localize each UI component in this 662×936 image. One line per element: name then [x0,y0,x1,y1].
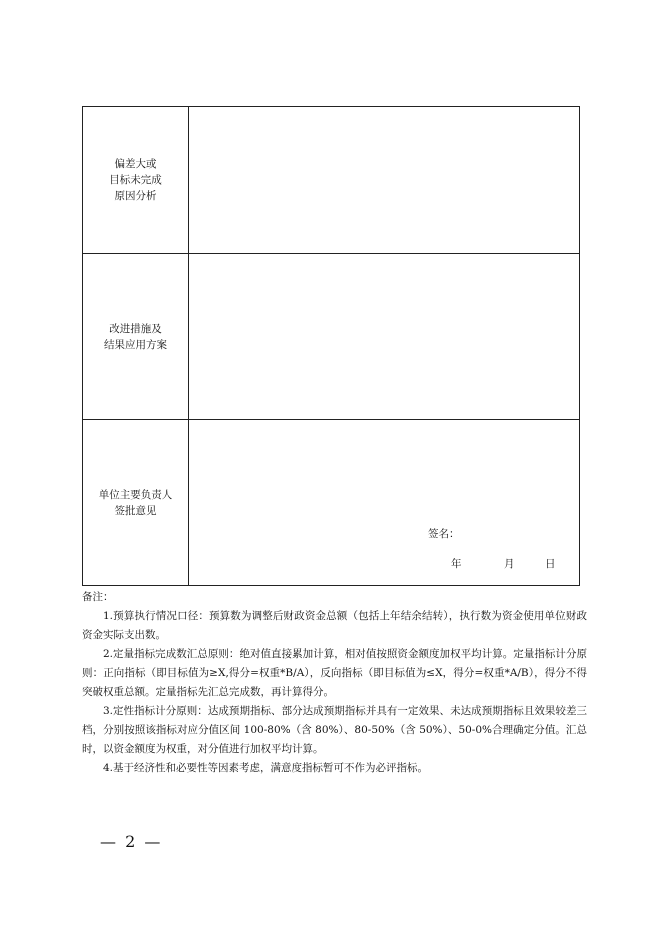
page-number: — 2 — [100,832,163,851]
evaluation-form-table [82,106,580,586]
deviation-analysis-content-cell[interactable] [189,107,580,254]
note-item: 1.预算执行情况口径：预算数为调整后财政资金总额（包括上年结余结转），执行数为资金使用单位财政资金实际支出数。 [82,610,587,641]
row-label-approval-opinion [83,420,189,586]
table-row [83,107,580,254]
table-row [83,420,580,586]
improvement-plan-content-cell[interactable] [189,254,580,420]
label-line: 偏差大或 [114,158,157,170]
signature-label: 签名： [428,528,460,540]
table-row [83,254,580,420]
notes-title: 备注： [82,591,114,603]
label-line: 改进措施及 [109,322,162,335]
date-month-label: 月 [504,558,515,570]
row-label-improvement-plan [83,254,189,420]
notes-section [82,588,587,778]
label-line: 单位主要负责人 [98,488,173,501]
label-line: 目标未完成 [109,174,162,186]
label-line: 原因分析 [114,190,157,202]
label-line: 结果应用方案 [104,338,167,351]
date-day-label: 日 [545,558,556,570]
row-label-deviation-analysis [83,107,189,254]
date-year-label: 年 [451,558,462,570]
note-item: 4.基于经济性和必要性等因素考虑，满意度指标暂可不作为必评指标。 [103,762,429,774]
approval-opinion-content-cell[interactable] [189,420,580,586]
note-item: 2.定量指标完成数汇总原则：绝对值直接累加计算，相对值按照资金额度加权平均计算。定量指标计分原则：正向指标（即目标值为≥X,得分=权重*B/A），反向指标（即目标值为≤X，得分=权重*A/B），得分不得突破权重总额。定量指标先汇总完成数，再计算得分。 [82,648,587,698]
note-item: 3.定性指标计分原则：达成预期指标、部分达成预期指标并具有一定效果、未达成预期指标且效果较差三档，分别按照该指标对应分值区间 100-80%（含 80%）、80-50%（含 50%）、50-0%合理确定分值。汇总时，以资金额度为权重，对分值进行加权平均计算。 [82,705,587,755]
label-line: 签批意见 [114,504,157,517]
